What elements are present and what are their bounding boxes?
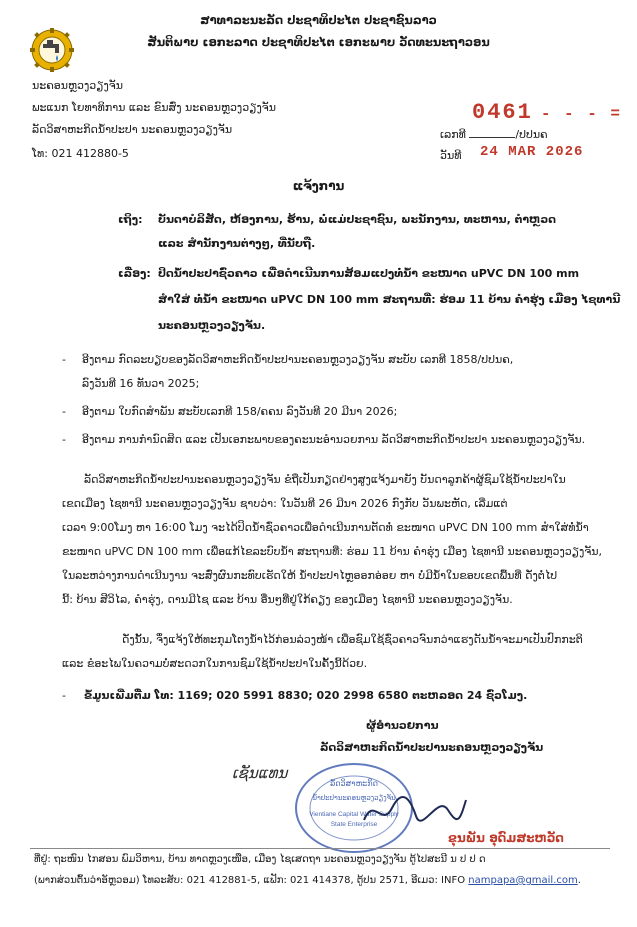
body-1-line: ໃນລະຫວ່າງການດຳເນີນງານ ຈະສົ່ງຜົນກະທົບເຮັດໃຫ້ ນ້ຳປະປາໄຫຼອອກອ່ອຍ ຫາ ບໍ່ມີນ້ຳໃນຂອບເຂດພື້ນທີ່ ດັ່ງຕໍ່ໄປ [62, 569, 558, 582]
contact-bullet: - [62, 689, 66, 702]
stamp-text-2: ນ້ຳປະປານະຄອນຫຼວງວຽງຈັນ [312, 794, 396, 802]
footer-divider [30, 848, 610, 849]
contact-info: ຂໍ້ມູນເພີ່ມຕື່ມ ໂທ: 1169; 020 5991 8830; 020 2998 6580 ຕະຫລອດ 24 ຊົ່ວໂມງ. [84, 689, 528, 702]
subject-line-1: ປິດນ້ຳປະປາຊົ່ວຄາວ ເພື່ອດຳເນີນການສ້ອມແປງທໍ່ນ້ຳ ຂະໜາດ uPVC DN 100 mm [158, 267, 580, 280]
subject-line-3: ນະຄອນຫຼວງວຽງຈັນ. [158, 319, 266, 332]
body-1-line: ຂະໜາດ uPVC DN 100 mm ເພື່ອແກ້ໄຂລະບົບນ້ຳ ສະຖານທີ່: ຮ່ອມ 11 ບ້ານ ຄຳຮຸ່ງ ເມືອງ ໄຊທານີ ນະຄອນຫຼວງວຽງຈັນ, [62, 545, 602, 558]
reference-no: ເລກທີ /ປປນຄ [440, 125, 548, 143]
reference-2: ອີງຕາມ ໃບກົດສຳພັນ ສະບັບເລກທີ 158/ຄຄນ ລົງວັນທີ 20 ມີນາ 2026; [82, 405, 398, 418]
body-paragraph-1 [62, 468, 622, 612]
signatory-name: ຂຸນພັນ ອຸດົມສະຫວັດ [448, 831, 564, 845]
subject-line-2: ສຳໃສ່ ທໍ່ນ້ຳ ຂະໜາດ uPVC DN 100 mm ສະຖານທີ່: ຮ່ອມ 11 ບ້ານ ຄຳຮຸ່ງ ເມືອງ ໄຊທານີ [158, 293, 621, 306]
footer-address: ທີ່ຢູ່: ຖະໜົນ ໄກສອນ ພົມວິຫານ, ບ້ານ ທາດຫຼວງເໜືອ, ເມືອງ ໄຊເສດຖາ ນະຄອນຫຼວງວຽງຈັນ ຕູ້ໄປສະນີ ນ ປ ປ ດ [34, 854, 486, 865]
stamp-text-3: Vientiane Capital Water Supply [309, 811, 399, 818]
footer-contacts: (ພາກສ່ວນຕົ້ນວ່າອັຫຼວອມ) ໂທລະສັບ: 021 412881-5, ແຟັກ: 021 414378, ຕູ້ປນ 2571, ອີເມວ: INFO nampapa@gmail.com. [34, 875, 581, 886]
signatory-organization: ລັດວິສາຫະກິດນ້ຳປະປານະຄອນຫຼວງວຽງຈັນ [320, 741, 544, 754]
sender-department: ພະແນກ ໂຍທາທິການ ແລະ ຂົນສົ່ງ ນະຄອນຫຼວງວຽງຈັນ [32, 101, 276, 114]
sender-enterprise: ລັດວິສາຫະກິດນ້ຳປະປາ ນະຄອນຫຼວງວຽງຈັນ [32, 123, 233, 136]
reference-bullet: - [62, 405, 66, 418]
body-paragraph-2 [62, 628, 622, 676]
stamp-text-4: State Enterprise [330, 821, 378, 828]
document-title: ແຈ້ງການ [292, 179, 345, 193]
body-2-line: ດັ່ງນັ້ນ, ຈຶ່ງແຈ້ງໃຫ້ທະກຸມໂຕງນ້ຳໄວ້ກ່ອນລ່ວງໜ້າ ເພື່ອຊົມໃຊ້ຊົ່ວຄາວຈົນກວ່າແຮງດັນນ້ຳຈະມາເປັນປົກກະຕິ [122, 633, 583, 646]
reference-3: ອີງຕາມ ການກຳນົດສິດ ແລະ ເປັນເອກະພາບຂອງຄະນະອຳນວຍການ ລັດວິສາຫະກິດນ້ຳປະປາ ນະຄອນຫຼວງວຽງຈັນ. [82, 433, 586, 446]
to-line-2: ແລະ ສຳນັກງານຕ່າງໆ, ທີ່ນັບຖື. [158, 237, 316, 250]
signature-scribble [360, 790, 470, 830]
signatory-role: ຜູ້ອຳນວຍການ [366, 719, 439, 732]
sender-city: ນະຄອນຫຼວງວຽງຈັນ [32, 79, 123, 92]
body-2-line: ແລະ ຂໍອະໄພໃນຄວາມບໍ່ສະດວກໃນການຊົມໃຊ້ນ້ຳປະປາໃນຄັ້ງນີ້ດ້ວຍ. [62, 657, 368, 670]
email-link[interactable]: nampapa@gmail.com [468, 875, 578, 886]
reference-1-line-1: ອີງຕາມ ກົດລະບຽບຂອງລັດວິສາຫະກິດນ້ຳປະປານະຄອນຫຼວງວຽງຈັນ ສະບັບ ເລກທີ 1858/ປປນຄ, [82, 353, 514, 366]
body-1-line: ລັດວິສາຫະກິດນ້ຳປະປານະຄອນຫຼວງວຽງຈັນ ຂໍຖືເປັນກຽດຢ່າງສູງແຈ້ງມາຍັງ ບັນດາລູກຄ້າຜູ້ຊົມໃຊ້ນ້ຳປະປາໃນ [84, 473, 566, 486]
subject-label: ເລື່ອງ: [118, 267, 151, 280]
sender-phone: ໂທ: 021 412880-5 [32, 147, 129, 160]
stamp-text-1: ລັດວິສາຫະກິດ [330, 779, 378, 788]
reference-date: ວັນທີ [440, 149, 462, 162]
reference-bullet: - [62, 353, 66, 366]
body-1-line: ເຂດເມືອງ ໄຊທານີ ນະຄອນຫຼວງວຽງຈັນ ຊາບວ່າ: ໃນວັນທີ 26 ມີນາ 2026 ກົງກັບ ວັນພະຫັດ, ເລີ່ມແຕ່ [62, 497, 508, 510]
reference-1-line-2: ລົງວັນທີ 16 ທັນວາ 2025; [82, 377, 200, 390]
reference-number-stamp: 0461 - - - = [472, 100, 623, 125]
body-1-line: ນີ້: ບ້ານ ສີວິໄລ, ຄຳຮຸ່ງ, ດານມີໄຊ ແລະ ບ້ານ ອື່ນໆທີ່ຢູ່ໃກ້ຄຽງ ຂອງເມືອງ ໄຊທານີ ນະຄອນຫຼວງວຽງຈັນ. [62, 593, 513, 606]
reference-bullet: - [62, 433, 66, 446]
to-label: ເຖິງ: [118, 213, 143, 226]
body-1-line: ເວລາ 9:00ໂມງ ຫາ 16:00 ໂມງ ຈະໄດ້ປິດນ້ຳຊົ່ວຄາວເພື່ອດຳເນີນການຕັດທໍ່ ຂະໜາດ uPVC DN 100 mm ສຳໃສ່ທໍ່ນ້ຳ [62, 521, 589, 534]
to-line-1: ບັນດາບໍລິສັດ, ຫ້ອງການ, ຮ້ານ, ພໍ່ແມ່ປະຊາຊົນ, ພະນັກງານ, ທະຫານ, ຕຳຫຼວດ [158, 213, 556, 226]
date-stamp: 24 MAR 2026 [480, 144, 584, 160]
handwritten-annotation: ເຊັນແທນ [232, 764, 288, 782]
country-heading: ສາທາລະນະລັດ ປະຊາທິປະໄຕ ປະຊາຊົນລາວ [200, 13, 437, 27]
national-motto: ສັນຕິພາບ ເອກະລາດ ປະຊາທິປະໄຕ ເອກະພາບ ວັດທະນະຖາວອນ [147, 35, 490, 49]
